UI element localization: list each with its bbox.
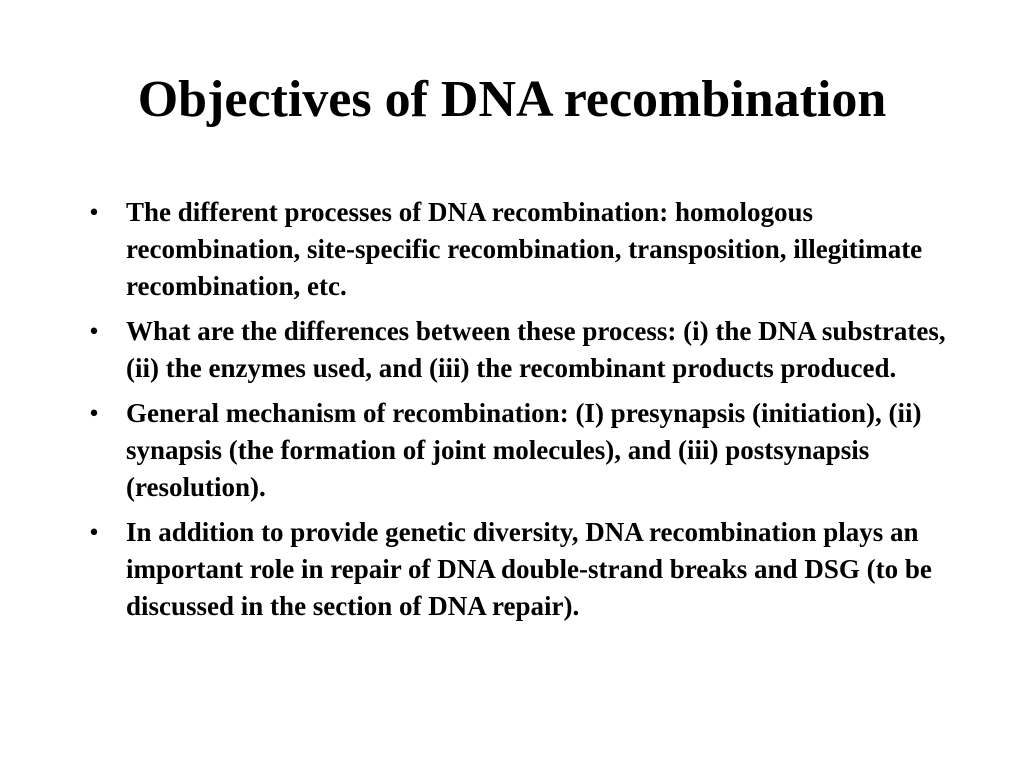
bullet-item <box>84 194 964 305</box>
bullet-text: What are the differences between these process: (i) the DNA substrates, (ii) the enzymes used, and (iii) the recombinant products produced. <box>126 316 946 383</box>
bullet-icon: • <box>89 197 99 227</box>
bullet-icon: • <box>89 517 99 547</box>
bullet-item <box>84 395 964 506</box>
bullet-text: The different processes of DNA recombination: homologous recombination, site-specific recombination, transposition, illegitimate recombination, etc. <box>126 197 923 301</box>
bullet-icon: • <box>89 316 99 346</box>
bullet-icon: • <box>89 398 99 428</box>
slide-title: Objectives of DNA recombination <box>137 71 887 128</box>
bullet-text: General mechanism of recombination: (I) presynapsis (initiation), (ii) synapsis (the formation of joint molecules), and (iii) postsynapsis (resolution). <box>126 398 922 502</box>
bullet-item <box>84 313 964 387</box>
bullet-item <box>84 514 964 625</box>
bullet-list <box>84 194 964 633</box>
bullet-text: In addition to provide genetic diversity, DNA recombination plays an important role in repair of DNA double-strand breaks and DSG (to be discussed in the section of DNA repair). <box>126 517 932 621</box>
